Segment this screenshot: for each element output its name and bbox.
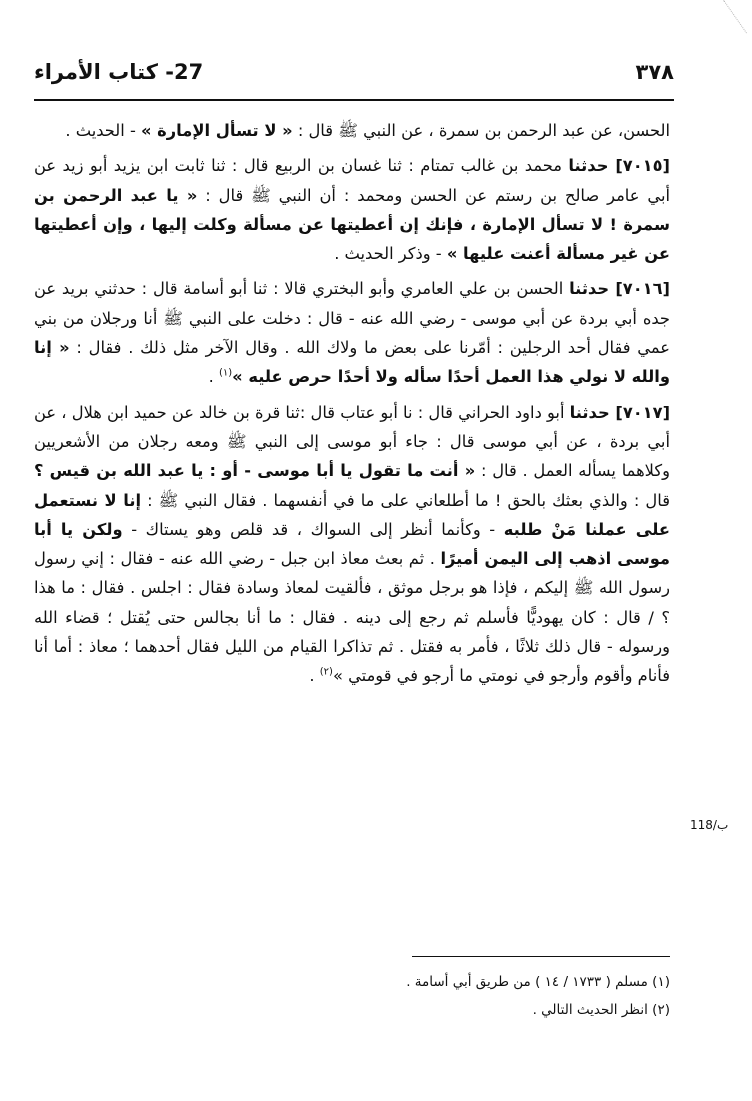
hadith-text-segment: .	[309, 666, 320, 686]
hadith-text-segment: - وكأنما أنظر إلى السواك ، قد قلص وهو يستاك -	[122, 519, 504, 539]
chapter-title: 27- كتاب الأمراء	[34, 60, 204, 84]
hadith-text-segment: محمد بن غالب تمتام : ثنا غسان بن الربيع قال : ثنا ثابت ابن يزيد أبو زيد عن أبي عامر صالح بن رستم عن الحسن ومحمد : أن النبي ﷺ قال :	[34, 156, 670, 205]
footnote-ref: (١)	[218, 367, 233, 379]
footnote-rule	[412, 956, 670, 957]
running-header	[34, 58, 674, 92]
footnote-ref: (٢)	[319, 666, 333, 678]
hadith-paragraph	[34, 116, 670, 145]
hadith-text-segment: . ثم بعث معاذ ابن جبل - رضي الله عنه - فقال : إني رسول رسول الله ﷺ إليكم ، فإذا هو برجل موثق ، فألقيت لمعاذ وسادة فقال : اجلس . فقال : ما هذا ؟ / قال : كان يهوديًّا فأسلم ثم رجع إلى دينه . فقال : ما أنا بجالس حتى يُقتل ؛ قضاء الله ورسوله - قال ذلك ثلاثًا ، فأمر به فقتل . ثم تذاكرا القيام من الليل فقال أحدهما ؛ معاذ : أما أنا فأنام وأقوم وأرجو في نومتي ما أرجو في قومتي »	[34, 549, 670, 686]
hadith-text-segment: - وذكر الحديث .	[334, 244, 447, 264]
hadith-text-segment: - الحديث .	[65, 121, 141, 140]
header-rule	[34, 99, 674, 101]
hadith-quote-bold: [٧٠١٧] حدثنا	[569, 402, 670, 422]
footnotes	[34, 968, 670, 1024]
hadith-quote-bold: ولكن يا أبا موسى اذهب إلى اليمن أميرًا	[34, 519, 670, 569]
hadith-quote-bold: « يا عبد الرحمن بن سمرة ! لا تسأل الإمارة ، فإنك إن أعطيتها عن مسألة وكلت إليها ، وإن أعطيتها عن غير مسألة أعنت عليها »	[34, 185, 670, 264]
page-number: ٣٧٨	[635, 60, 674, 84]
hadith-paragraph	[34, 151, 670, 268]
page-corner-mark	[722, 0, 747, 34]
hadith-quote-bold: « أنت ما تقول يا أبا موسى - أو : يا عبد الله بن قيس ؟	[34, 461, 476, 481]
hadith-quote-bold: « لا تسأل الإمارة »	[141, 121, 293, 140]
hadith-text-segment: أبو داود الحراني قال : نا أبو عتاب قال :ثنا قرة بن خالد عن حميد ابن هلال ، عن أبي بردة ، عن أبي موسى قال : جاء أبو موسى إلى النبي ﷺ ومعه رجلان من الأشعريين وكلاهما يسأله العمل . قال :	[34, 402, 670, 481]
footnote: (١) مسلم ( ١٧٣٣ / ١٤ ) من طريق أبي أسامة .	[406, 974, 670, 990]
hadith-quote-bold: [٧٠١٦] حدثنا	[569, 279, 670, 299]
hadith-quote-bold: [٧٠١٥] حدثنا	[568, 156, 670, 176]
hadith-paragraph	[34, 398, 670, 691]
hadith-text-segment: الحسن بن علي العامري وأبو البختري قالا : ثنا أبو أسامة قال : حدثني بريد عن جده أبي بردة عن أبي موسى - رضي الله عنه - قال : دخلت على النبي ﷺ أنا ورجلان من بني عمي فقال أحد الرجلين : أمّرنا على بعض ما ولاك الله . وقال الآخر مثل ذلك . فقال :	[34, 279, 670, 358]
hadith-quote-bold: إنا لا نستعمل على عملنا مَنْ طلبه	[34, 490, 670, 539]
hadith-paragraph	[34, 274, 670, 391]
hadith-text-segment: الحسن، عن عبد الرحمن بن سمرة ، عن النبي ﷺ قال :	[292, 121, 670, 140]
footnote: (٢) انظر الحديث التالي .	[532, 1002, 670, 1018]
manuscript-folio-note: 118/ب	[690, 818, 729, 832]
hadith-text-segment: .	[208, 367, 219, 387]
hadith-text-segment: قال : والذي بعثك بالحق ! ما أطلعاني على ما في أنفسهما . فقال النبي ﷺ :	[141, 490, 670, 510]
hadith-quote-bold: « إنا والله لا نولي هذا العمل أحدًا سأله ولا أحدًا حرص عليه »	[34, 338, 670, 387]
hadith-text	[34, 116, 670, 946]
